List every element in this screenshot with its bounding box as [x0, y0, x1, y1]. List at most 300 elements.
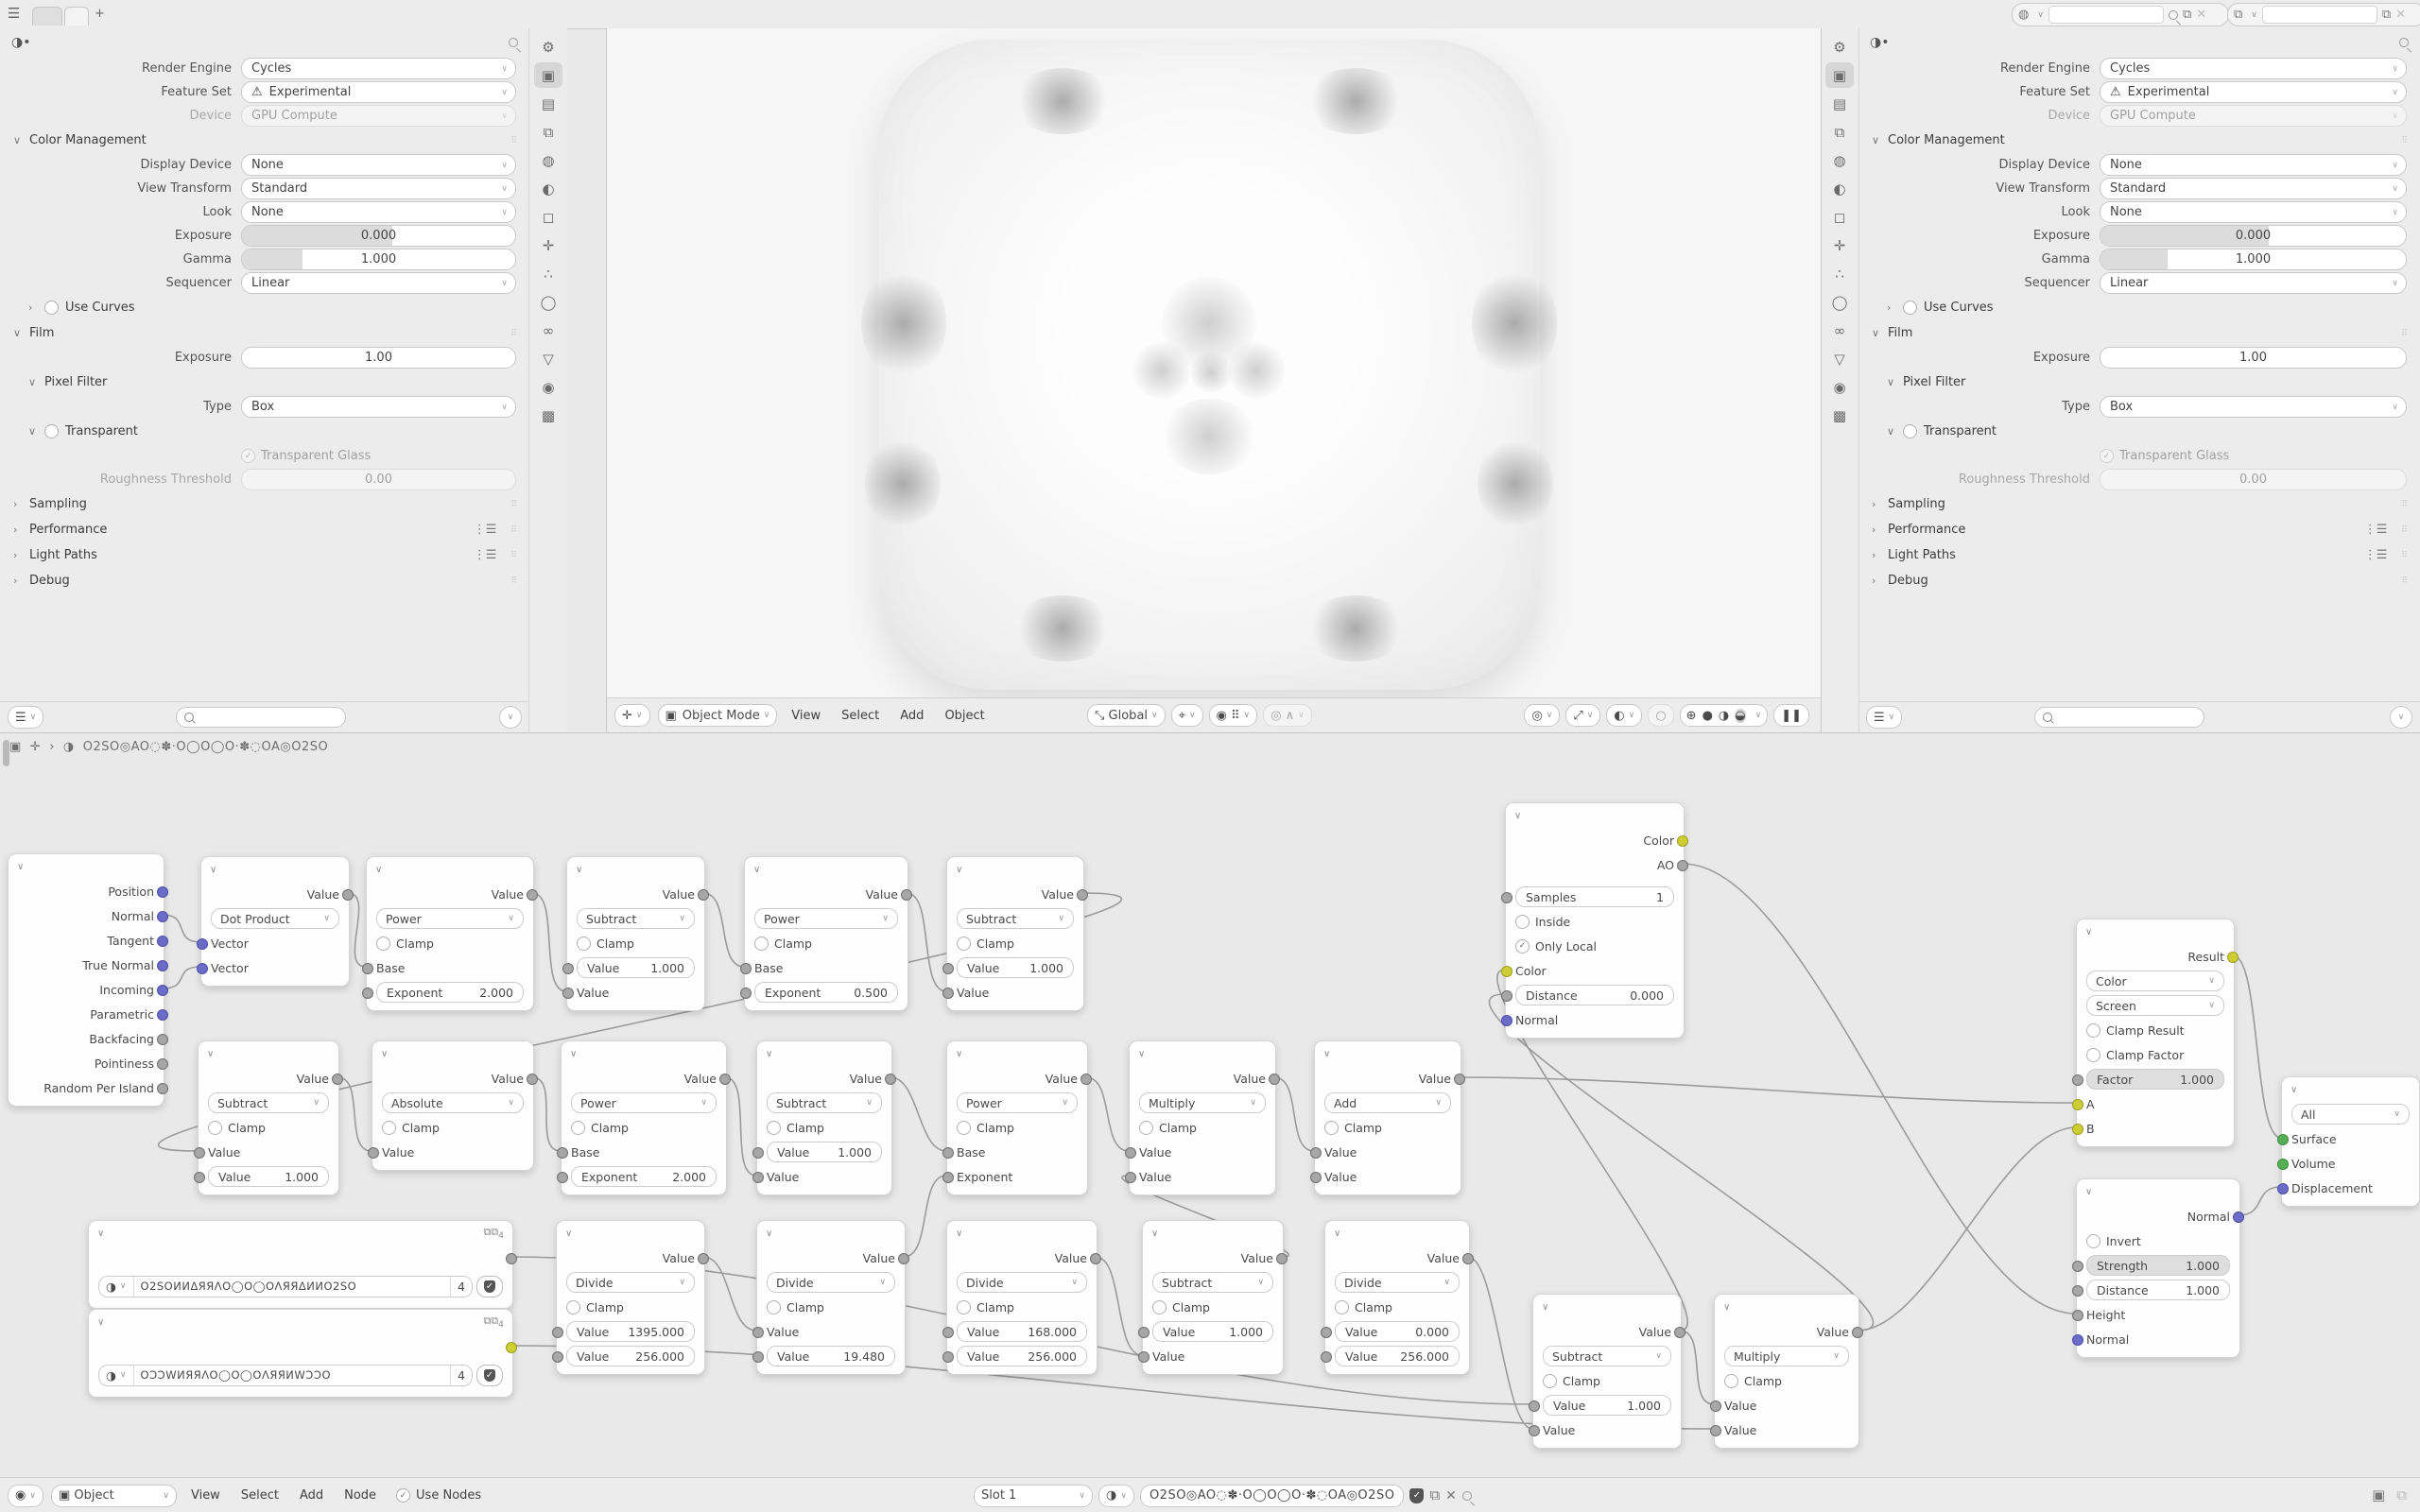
material-browse-button[interactable]: ◑ ∨	[1098, 1485, 1134, 1507]
shader-type-select[interactable]: ▣ Object ∨	[51, 1485, 177, 1507]
transform-orientation-select[interactable]: ⤡ Global ∨	[1087, 704, 1166, 727]
section-use-curves[interactable]: › Use Curves	[28, 301, 135, 315]
film-exposure-slider[interactable]: 1.00	[2100, 347, 2407, 369]
mode-select[interactable]: ▣ Object Mode ∨	[658, 704, 778, 727]
preset-list-icon[interactable]: ⋮☰	[473, 548, 497, 562]
node-checkbox[interactable]: Clamp	[1139, 1121, 1197, 1135]
menu-view[interactable]: View	[791, 708, 821, 723]
node-value-field[interactable]: Factor 1.000	[2086, 1069, 2224, 1090]
output-socket[interactable]	[332, 1074, 343, 1085]
output-socket[interactable]	[719, 1074, 731, 1085]
output-socket[interactable]	[157, 985, 168, 996]
add-workspace-button[interactable]: +	[95, 6, 105, 21]
input-socket[interactable]	[752, 1327, 764, 1338]
input-socket[interactable]	[1710, 1400, 1721, 1412]
output-socket[interactable]	[898, 1253, 909, 1264]
input-socket[interactable]	[2072, 1334, 2083, 1346]
output-socket[interactable]	[157, 1058, 168, 1070]
shading-material-icon[interactable]: ◑	[1718, 708, 1730, 723]
menu-select[interactable]: Select	[841, 708, 880, 723]
node-operation-select[interactable]: Dot Product ∨	[211, 908, 339, 929]
node-value-field[interactable]: Value 1.000	[1152, 1321, 1273, 1342]
feature-set-select[interactable]: ⚠ Experimental ∨	[2100, 81, 2407, 103]
sequencer-select[interactable]: Linear ∨	[241, 272, 516, 294]
menu-add[interactable]: Add	[299, 1488, 324, 1503]
user-count[interactable]: 4	[458, 1367, 465, 1383]
node-math-absolute[interactable]	[372, 1040, 534, 1171]
editor-type-button[interactable]: ◉ ∨	[8, 1485, 43, 1507]
collapse-node-icon[interactable]: ∨	[2085, 926, 2093, 937]
node-value-field[interactable]: Exponent 2.000	[571, 1166, 717, 1187]
input-socket[interactable]	[1321, 1327, 1332, 1338]
node-math-power[interactable]	[744, 856, 908, 1011]
input-socket[interactable]	[752, 1172, 764, 1183]
node-operation-select[interactable]: Subtract ∨	[1152, 1272, 1273, 1293]
material-ball-icon[interactable]: ◑ ∨	[106, 1279, 127, 1294]
input-socket[interactable]	[197, 938, 208, 950]
collapse-node-icon[interactable]: ∨	[1334, 1228, 1341, 1239]
node-math-power[interactable]	[366, 856, 534, 1011]
viewlayer-name-field[interactable]	[2262, 6, 2377, 24]
render-engine-select[interactable]: Cycles ∨	[241, 58, 516, 79]
properties-tab-13-icon[interactable]: ▩	[541, 406, 556, 424]
node-value-field[interactable]: Value 0.000	[1335, 1321, 1460, 1342]
collapse-node-icon[interactable]: ∨	[956, 864, 963, 875]
output-socket[interactable]	[527, 889, 538, 901]
input-socket[interactable]	[368, 1147, 379, 1159]
search-input[interactable]	[176, 707, 346, 728]
shading-rendered-icon[interactable]: ◒	[1735, 708, 1746, 723]
properties-tab-9-icon[interactable]: ◯	[540, 293, 557, 311]
copy-material-button[interactable]: ⧉	[1429, 1486, 1441, 1503]
node-operation-select[interactable]: Power ∨	[957, 1092, 1078, 1113]
node-checkbox[interactable]: Clamp	[571, 1121, 629, 1135]
node-value-field[interactable]: Value 1.000	[208, 1166, 329, 1187]
input-socket[interactable]	[2072, 1310, 2083, 1321]
properties-tab-8-icon[interactable]: ∴	[1835, 265, 1844, 283]
section-light-paths[interactable]: › Light Paths ⋮☰ ⠿	[13, 548, 518, 562]
input-socket[interactable]	[752, 1147, 764, 1159]
node-checkbox[interactable]: ✓ Only Local	[1515, 939, 1597, 954]
properties-tab-12-icon[interactable]: ◉	[542, 378, 555, 396]
input-socket[interactable]	[557, 1147, 568, 1159]
input-socket[interactable]	[1138, 1351, 1150, 1363]
preset-list-icon[interactable]: ⋮☰	[2363, 548, 2388, 562]
input-socket[interactable]	[362, 988, 373, 999]
node-checkbox[interactable]: Clamp	[767, 1121, 824, 1135]
show-gizmo-toggle[interactable]: ◎ ∨	[1524, 704, 1560, 727]
output-socket[interactable]	[527, 1074, 538, 1085]
collapse-node-icon[interactable]: ∨	[207, 1048, 215, 1059]
roughness-threshold-slider[interactable]: 0.00	[2100, 469, 2407, 490]
node-checkbox[interactable]: Clamp	[566, 1300, 624, 1314]
node-math-divide[interactable]	[556, 1220, 705, 1375]
output-socket[interactable]	[1269, 1074, 1280, 1085]
node-value-field[interactable]: Value 1.000	[577, 957, 695, 978]
input-socket[interactable]	[942, 963, 954, 974]
output-socket[interactable]	[1080, 1074, 1092, 1085]
node-checkbox[interactable]: Clamp	[767, 1300, 824, 1314]
fake-user-toggle[interactable]: ✓	[1409, 1488, 1424, 1503]
shading-wireframe-icon[interactable]: ⊕	[1685, 708, 1697, 723]
node-math-divide[interactable]	[1324, 1220, 1470, 1375]
render-engine-select[interactable]: Cycles ∨	[2100, 58, 2407, 79]
input-socket[interactable]	[552, 1351, 563, 1363]
collapse-node-icon[interactable]: ∨	[381, 1048, 389, 1059]
node-checkbox[interactable]: Clamp	[957, 1300, 1014, 1314]
pixel-filter-type-select[interactable]: Box ∨	[241, 396, 516, 418]
output-socket[interactable]	[157, 960, 168, 971]
properties-tab-2-icon[interactable]: ▤	[541, 94, 556, 112]
snap-node-icon[interactable]: ▣	[2372, 1486, 2386, 1503]
node-value-field[interactable]: Value 168.000	[957, 1321, 1087, 1342]
input-socket[interactable]	[194, 1172, 205, 1183]
node-operation-select[interactable]: Divide ∨	[767, 1272, 895, 1293]
input-socket[interactable]	[1125, 1172, 1136, 1183]
node-math-divide[interactable]	[946, 1220, 1098, 1375]
properties-tab-13-icon[interactable]: ▩	[1832, 406, 1847, 424]
collapse-node-icon[interactable]: ∨	[1514, 810, 1522, 821]
node-value-field[interactable]: Value 19.480	[767, 1346, 895, 1366]
node-math-power[interactable]	[946, 1040, 1088, 1195]
node-bump[interactable]	[2076, 1178, 2240, 1358]
node-value-field[interactable]: Value 1.000	[767, 1142, 882, 1162]
section-sampling[interactable]: › Sampling ⠿	[13, 497, 518, 511]
collapse-node-icon[interactable]: ∨	[97, 1316, 105, 1328]
viewport-3d[interactable]	[606, 28, 1822, 732]
properties-tab-7-icon[interactable]: ✛	[1833, 236, 1846, 254]
output-socket[interactable]	[157, 911, 168, 922]
node-checkbox[interactable]: Clamp	[1324, 1121, 1382, 1135]
input-socket[interactable]	[942, 988, 954, 999]
input-socket[interactable]	[552, 1327, 563, 1338]
properties-tab-4-icon[interactable]: ◍	[1833, 151, 1846, 169]
input-socket[interactable]	[1310, 1172, 1322, 1183]
node-checkbox[interactable]: Clamp Result	[2086, 1023, 2185, 1038]
collapse-node-icon[interactable]: ∨	[570, 1048, 578, 1059]
section-color-management[interactable]: ∨ Color Management ⠿	[13, 133, 518, 147]
snap-toggle[interactable]: ◉ ⠿ ∨	[1209, 704, 1258, 727]
node-operation-select[interactable]: Divide ∨	[957, 1272, 1087, 1293]
fake-user-toggle[interactable]: ✓	[476, 1276, 503, 1297]
roughness-threshold-slider[interactable]: 0.00	[241, 469, 516, 490]
transparent-glass-checkbox[interactable]: ✓	[241, 449, 255, 463]
output-socket[interactable]	[157, 1083, 168, 1094]
node-math-subtract[interactable]	[198, 1040, 339, 1195]
feature-set-select[interactable]: ⚠ Experimental ∨	[241, 81, 516, 103]
input-socket[interactable]	[194, 1147, 205, 1159]
input-socket[interactable]	[740, 963, 752, 974]
collapse-node-icon[interactable]: ∨	[17, 861, 25, 872]
node-material-output[interactable]	[2281, 1076, 2420, 1207]
node-math-multiply[interactable]	[1714, 1294, 1859, 1449]
node-value-field[interactable]: Exponent 2.000	[376, 982, 524, 1003]
collapse-node-icon[interactable]: ∨	[375, 864, 383, 875]
collapse-node-icon[interactable]: ∨	[97, 1228, 105, 1239]
properties-tab-2-icon[interactable]: ▤	[1832, 94, 1847, 112]
input-socket[interactable]	[2072, 1074, 2083, 1086]
node-math-divide[interactable]	[756, 1220, 906, 1375]
node-value-field[interactable]: Value 1.000	[1543, 1395, 1671, 1416]
input-socket[interactable]	[1501, 1015, 1512, 1026]
node-checkbox[interactable]: Clamp	[1724, 1374, 1782, 1388]
output-socket[interactable]	[1462, 1253, 1474, 1264]
output-socket[interactable]	[1077, 889, 1088, 901]
input-socket[interactable]	[1710, 1425, 1721, 1436]
node-operation-select[interactable]: Power ∨	[376, 908, 524, 929]
section-pixel-filter[interactable]: ∨ Pixel Filter	[28, 375, 108, 389]
use-nodes-checkbox[interactable]: ✓ Use Nodes	[396, 1488, 481, 1503]
input-socket[interactable]	[197, 963, 208, 974]
node-operation-select[interactable]: Power ∨	[754, 908, 898, 929]
output-socket[interactable]	[506, 1342, 517, 1353]
pixel-filter-type-select[interactable]: Box ∨	[2100, 396, 2407, 418]
input-socket[interactable]	[942, 1351, 954, 1363]
node-checkbox[interactable]: Clamp	[957, 936, 1014, 951]
unlink-material-button[interactable]: ✕	[1445, 1487, 1457, 1503]
output-socket[interactable]	[2227, 952, 2238, 963]
node-checkbox[interactable]: Clamp	[208, 1121, 266, 1135]
material-name-field[interactable]: O2SO◎AO◌✽·O◯O◯O·✽◌OA◎O2SO	[1140, 1485, 1405, 1507]
section-transparent[interactable]: ∨ Transparent	[28, 424, 138, 438]
input-socket[interactable]	[942, 1327, 954, 1338]
output-socket[interactable]	[506, 1253, 517, 1264]
input-socket[interactable]	[740, 988, 752, 999]
menu-select[interactable]: Select	[240, 1488, 279, 1503]
properties-tab-3-icon[interactable]: ⧉	[543, 123, 554, 141]
input-socket[interactable]	[942, 1147, 954, 1159]
output-socket[interactable]	[1276, 1253, 1288, 1264]
editor-type-button[interactable]: ☰ ∨	[1866, 706, 1902, 729]
properties-tab-0-icon[interactable]: ⚙	[1833, 38, 1846, 56]
shading-solid-icon[interactable]: ●	[1702, 708, 1713, 723]
section-pixel-filter[interactable]: ∨ Pixel Filter	[1887, 375, 1966, 389]
collapse-node-icon[interactable]: ∨	[1323, 1048, 1331, 1059]
sequencer-select[interactable]: Linear ∨	[2100, 272, 2407, 294]
input-socket[interactable]	[2072, 1099, 2083, 1110]
node-texture-datablock[interactable]	[88, 1309, 513, 1398]
node-checkbox[interactable]: Invert	[2086, 1234, 2141, 1248]
properties-tab-6-icon[interactable]: ◻	[1833, 208, 1846, 226]
input-socket[interactable]	[1501, 990, 1512, 1002]
output-socket[interactable]	[1677, 860, 1688, 871]
section-light-paths[interactable]: › Light Paths ⋮☰ ⠿	[1872, 548, 2409, 562]
node-value-field[interactable]: Value 256.000	[957, 1346, 1087, 1366]
node-operation-select[interactable]: All ∨	[2291, 1104, 2410, 1125]
node-operation-select[interactable]: Subtract ∨	[1543, 1346, 1671, 1366]
editor-type-button[interactable]: ☰ ∨	[8, 706, 43, 729]
transparent-checkbox[interactable]	[44, 424, 59, 438]
output-socket[interactable]	[1852, 1327, 1863, 1338]
node-math-add[interactable]	[1314, 1040, 1461, 1195]
node-ambient-occlusion[interactable]	[1505, 802, 1685, 1039]
node-operation-select[interactable]: Subtract ∨	[767, 1092, 882, 1113]
input-socket[interactable]	[1501, 966, 1512, 977]
input-socket[interactable]	[1529, 1400, 1540, 1412]
output-socket[interactable]	[885, 1074, 896, 1085]
properties-tab-12-icon[interactable]: ◉	[1833, 378, 1846, 396]
section-performance[interactable]: › Performance ⋮☰ ⠿	[13, 523, 518, 537]
collapse-node-icon[interactable]: ∨	[1151, 1228, 1159, 1239]
properties-tab-6-icon[interactable]: ◻	[542, 208, 555, 226]
node-operation-select[interactable]: Divide ∨	[1335, 1272, 1460, 1293]
menu-view[interactable]: View	[190, 1488, 220, 1503]
menu-add[interactable]: Add	[900, 708, 925, 723]
user-count[interactable]: 4	[458, 1279, 465, 1294]
input-socket[interactable]	[1529, 1425, 1540, 1436]
device-select[interactable]: GPU Compute ∨	[2100, 105, 2407, 127]
node-checkbox[interactable]: Clamp	[1543, 1374, 1600, 1388]
input-socket[interactable]	[557, 1172, 568, 1183]
gamma-slider[interactable]: 1.000	[241, 249, 516, 270]
node-checkbox[interactable]: Clamp	[1152, 1300, 1210, 1314]
input-socket[interactable]	[2277, 1159, 2289, 1170]
pause-render-button[interactable]: ❚❚	[1773, 704, 1809, 727]
slot-select[interactable]: Slot 1 ∨	[974, 1485, 1093, 1507]
collapse-node-icon[interactable]: ∨	[753, 864, 761, 875]
xray-toggle[interactable]: ◐ ∨	[1606, 704, 1642, 727]
node-value-field[interactable]: Distance 1.000	[2086, 1280, 2230, 1300]
collapse-node-icon[interactable]: ∨	[1542, 1301, 1549, 1313]
node-checkbox[interactable]: Clamp Factor	[2086, 1048, 2184, 1062]
node-math-power[interactable]	[561, 1040, 727, 1195]
collapse-node-icon[interactable]: ∨	[766, 1228, 773, 1239]
output-socket[interactable]	[342, 889, 354, 901]
input-socket[interactable]	[1310, 1147, 1322, 1159]
input-socket[interactable]	[752, 1351, 764, 1363]
properties-tab-4-icon[interactable]: ◍	[542, 151, 555, 169]
properties-tab-3-icon[interactable]: ⧉	[1834, 123, 1845, 141]
options-button[interactable]: ∨	[2390, 706, 2412, 729]
shading-dropdown[interactable]	[1648, 704, 1673, 727]
material-ball-icon[interactable]: ◑ ∨	[106, 1367, 127, 1383]
node-checkbox[interactable]: Clamp	[1335, 1300, 1392, 1314]
workspace-tab[interactable]	[32, 7, 62, 26]
properties-tab-5-icon[interactable]: ◐	[542, 180, 555, 198]
node-value-field[interactable]: Distance 0.000	[1515, 985, 1674, 1005]
node-operation-select[interactable]: Divide ∨	[566, 1272, 695, 1293]
properties-tab-8-icon[interactable]: ∴	[544, 265, 553, 283]
node-operation-select[interactable]: Color ∨	[2086, 971, 2224, 991]
node-operation-select[interactable]: Power ∨	[571, 1092, 717, 1113]
menu-node[interactable]: Node	[344, 1488, 377, 1503]
properties-tab-10-icon[interactable]: ∞	[1833, 321, 1846, 339]
copy-icon[interactable]: ⧉	[2381, 8, 2392, 22]
pin-icon[interactable]	[1462, 1491, 1472, 1501]
node-checkbox[interactable]: Inside	[1515, 915, 1570, 929]
section-debug[interactable]: › Debug ⠿	[13, 574, 518, 588]
input-socket[interactable]	[562, 988, 574, 999]
node-math-multiply[interactable]	[1129, 1040, 1276, 1195]
collapse-node-icon[interactable]: ∨	[2290, 1084, 2298, 1095]
view-transform-select[interactable]: Standard ∨	[241, 178, 516, 199]
properties-tab-5-icon[interactable]: ◐	[1833, 180, 1846, 198]
properties-tab-10-icon[interactable]: ∞	[542, 321, 555, 339]
output-socket[interactable]	[157, 886, 168, 898]
collapse-node-icon[interactable]: ∨	[2085, 1186, 2093, 1197]
output-socket[interactable]	[1454, 1074, 1465, 1085]
device-select[interactable]: GPU Compute ∨	[241, 105, 516, 127]
node-checkbox[interactable]: Clamp	[382, 1121, 440, 1135]
pin-icon[interactable]	[2169, 10, 2178, 20]
node-value-field[interactable]: Value 1.000	[957, 957, 1074, 978]
section-use-curves[interactable]: › Use Curves	[1887, 301, 1994, 315]
menu-object[interactable]: Object	[944, 708, 985, 723]
input-socket[interactable]	[1138, 1327, 1150, 1338]
collapse-node-icon[interactable]: ∨	[1138, 1048, 1146, 1059]
collapse-node-icon[interactable]: ∨	[766, 1048, 773, 1059]
app-menu-icon[interactable]: ☰	[8, 5, 21, 22]
properties-tab-11-icon[interactable]: ▽	[1834, 350, 1845, 368]
output-socket[interactable]	[2233, 1211, 2244, 1223]
output-socket[interactable]	[698, 889, 709, 901]
node-operation-select[interactable]: Subtract ∨	[577, 908, 695, 929]
node-texture-datablock[interactable]	[88, 1220, 513, 1309]
input-socket[interactable]	[2072, 1261, 2083, 1272]
output-socket[interactable]	[1090, 1253, 1101, 1264]
collapse-node-icon[interactable]: ∨	[1723, 1301, 1731, 1313]
node-geometry[interactable]	[8, 853, 164, 1107]
input-socket[interactable]	[2277, 1134, 2289, 1145]
node-value-field[interactable]: Strength 1.000	[2086, 1255, 2230, 1276]
section-color-management[interactable]: ∨ Color Management ⠿	[1872, 133, 2409, 147]
proportional-edit-toggle[interactable]: ◎ ∧ ∨	[1263, 704, 1312, 727]
node-operation-select[interactable]: Screen ∨	[2086, 995, 2224, 1016]
collapse-node-icon[interactable]: ∨	[565, 1228, 573, 1239]
output-socket[interactable]	[157, 1009, 168, 1021]
datablock-name[interactable]: OƆƆWͶЯЯΛO◯O◯OΛЯЯͶWƆƆO	[133, 1366, 452, 1385]
input-socket[interactable]	[2072, 1124, 2083, 1135]
display-device-select[interactable]: None ∨	[2100, 154, 2407, 176]
shader-node-editor[interactable]	[0, 732, 2420, 1512]
properties-tab-11-icon[interactable]: ▽	[543, 350, 554, 368]
snap-target-select[interactable]: ⌖ ∨	[1171, 704, 1203, 727]
node-math-subtract[interactable]	[756, 1040, 892, 1195]
output-socket[interactable]	[1677, 835, 1688, 847]
node-checkbox[interactable]: Clamp	[957, 1121, 1014, 1135]
node-operation-select[interactable]: Absolute ∨	[382, 1092, 524, 1113]
input-socket[interactable]	[362, 963, 373, 974]
node-value-field[interactable]: Value 256.000	[1335, 1346, 1460, 1366]
node-operation-select[interactable]: Multiply ∨	[1724, 1346, 1849, 1366]
properties-tab-0-icon[interactable]: ⚙	[542, 38, 555, 56]
datablock-selector[interactable]	[98, 1276, 473, 1297]
viewlayer-selector[interactable]: ⧉ ∨ ⧉ ✕	[2227, 3, 2420, 26]
search-input[interactable]	[2034, 707, 2204, 728]
node-math-subtract[interactable]	[946, 856, 1084, 1011]
properties-tab-1-icon[interactable]: ▣	[534, 62, 562, 88]
properties-tab-1-icon[interactable]: ▣	[1825, 62, 1854, 88]
transparent-checkbox[interactable]	[1903, 424, 1917, 438]
node-math-subtract[interactable]	[566, 856, 705, 1011]
properties-tab-7-icon[interactable]: ✛	[542, 236, 555, 254]
exposure-slider[interactable]: 0.000	[241, 225, 516, 247]
collapse-node-icon[interactable]: ∨	[956, 1228, 963, 1239]
node-value-field[interactable]: Value 1395.000	[566, 1321, 695, 1342]
preset-list-icon[interactable]: ⋮☰	[473, 523, 497, 537]
input-socket[interactable]	[2277, 1183, 2289, 1194]
use-curves-checkbox[interactable]	[44, 301, 59, 315]
look-select[interactable]: None ∨	[241, 201, 516, 223]
section-transparent[interactable]: ∨ Transparent	[1887, 424, 1996, 438]
node-operation-select[interactable]: Multiply ∨	[1139, 1092, 1266, 1113]
output-socket[interactable]	[698, 1253, 709, 1264]
section-performance[interactable]: › Performance ⋮☰ ⠿	[1872, 523, 2409, 537]
scene-name-field[interactable]	[2048, 6, 2164, 24]
pin-icon[interactable]	[2399, 38, 2409, 47]
section-debug[interactable]: › Debug ⠿	[1872, 574, 2409, 588]
film-exposure-slider[interactable]: 1.00	[241, 347, 516, 369]
